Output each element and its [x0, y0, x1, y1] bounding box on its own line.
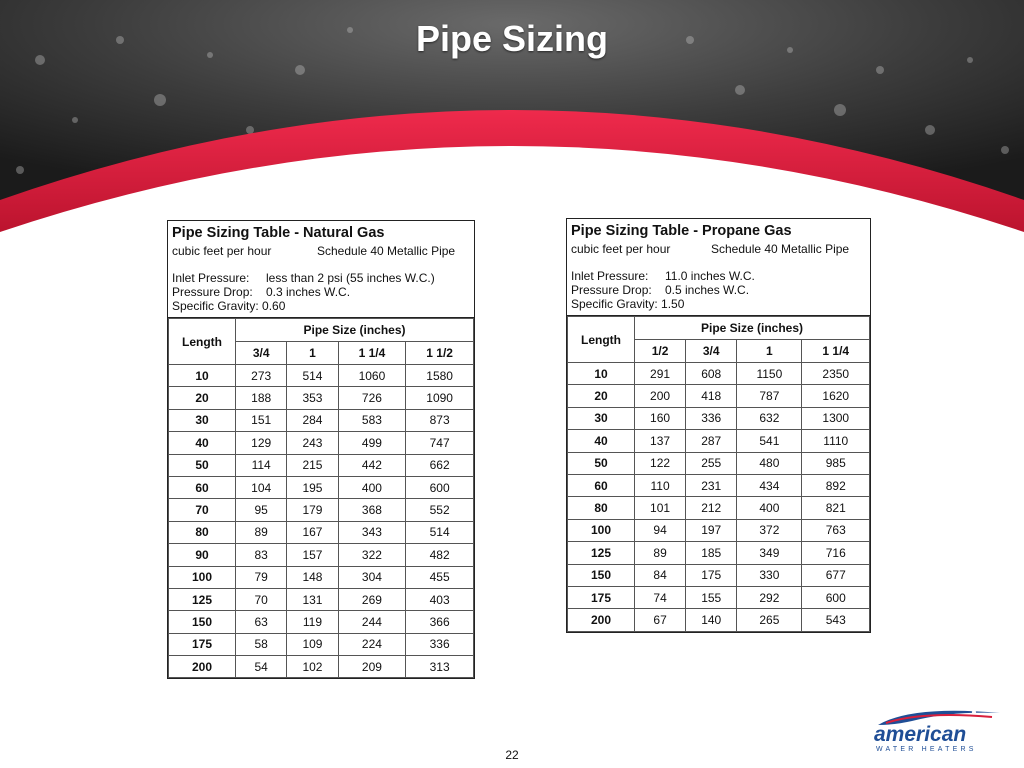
table-row	[169, 432, 474, 454]
natural-gas-info	[168, 221, 474, 318]
length-cell: 30	[568, 407, 635, 429]
length-cell: 100	[169, 566, 236, 588]
capacity-cell: 541	[737, 430, 802, 452]
capacity-cell: 1090	[406, 387, 474, 409]
table-row	[568, 586, 870, 608]
capacity-cell: 442	[338, 454, 406, 476]
table-row	[568, 519, 870, 541]
length-cell: 125	[169, 588, 236, 610]
length-cell: 175	[568, 586, 635, 608]
capacity-cell: 101	[635, 497, 686, 519]
capacity-cell: 291	[635, 363, 686, 385]
length-cell: 125	[568, 542, 635, 564]
table-row	[568, 497, 870, 519]
natural-gas-table	[167, 220, 475, 679]
capacity-cell: 366	[406, 611, 474, 633]
capacity-cell: 244	[338, 611, 406, 633]
capacity-cell: 499	[338, 432, 406, 454]
propane-grid	[567, 316, 870, 632]
capacity-cell: 600	[802, 586, 870, 608]
capacity-cell: 403	[406, 588, 474, 610]
propane-unit: cubic feet per hour	[571, 242, 671, 256]
capacity-cell: 215	[287, 454, 338, 476]
table-row	[169, 633, 474, 655]
propane-size-col: 1	[737, 340, 802, 363]
capacity-cell: 400	[338, 476, 406, 498]
capacity-cell: 269	[338, 588, 406, 610]
length-cell: 20	[568, 385, 635, 407]
capacity-cell: 400	[737, 497, 802, 519]
capacity-cell: 543	[802, 609, 870, 631]
slide-title: Pipe Sizing	[415, 18, 609, 59]
capacity-cell: 583	[338, 409, 406, 431]
length-cell: 80	[568, 497, 635, 519]
length-cell: 200	[568, 609, 635, 631]
table-row	[568, 407, 870, 429]
capacity-cell: 292	[737, 586, 802, 608]
capacity-cell: 313	[406, 656, 474, 678]
capacity-cell: 552	[406, 499, 474, 521]
natural-gas-size-col: 3/4	[236, 342, 287, 365]
table-row	[169, 656, 474, 678]
capacity-cell: 1620	[802, 385, 870, 407]
length-cell: 40	[169, 432, 236, 454]
capacity-cell: 726	[338, 387, 406, 409]
natural-gas-gravity-label: Specific Gravity:	[172, 299, 259, 313]
capacity-cell: 58	[236, 633, 287, 655]
length-cell: 40	[568, 430, 635, 452]
length-cell: 20	[169, 387, 236, 409]
table-row	[568, 609, 870, 631]
capacity-cell: 1580	[406, 365, 474, 387]
propane-size-header: Pipe Size (inches)	[635, 317, 870, 340]
table-row	[568, 542, 870, 564]
capacity-cell: 70	[236, 588, 287, 610]
length-cell: 10	[568, 363, 635, 385]
length-cell: 50	[568, 452, 635, 474]
capacity-cell: 677	[802, 564, 870, 586]
capacity-cell: 255	[686, 452, 737, 474]
capacity-cell: 63	[236, 611, 287, 633]
capacity-cell: 84	[635, 564, 686, 586]
capacity-cell: 418	[686, 385, 737, 407]
capacity-cell: 632	[737, 407, 802, 429]
natural-gas-inlet-label: Inlet Pressure:	[172, 271, 250, 285]
capacity-cell: 1060	[338, 365, 406, 387]
capacity-cell: 67	[635, 609, 686, 631]
table-row	[568, 452, 870, 474]
table-row	[568, 430, 870, 452]
length-cell: 175	[169, 633, 236, 655]
capacity-cell: 349	[737, 542, 802, 564]
capacity-cell: 195	[287, 476, 338, 498]
length-cell: 60	[568, 474, 635, 496]
table-row	[169, 387, 474, 409]
capacity-cell: 2350	[802, 363, 870, 385]
capacity-cell: 514	[287, 365, 338, 387]
length-cell: 50	[169, 454, 236, 476]
capacity-cell: 137	[635, 430, 686, 452]
capacity-cell: 89	[236, 521, 287, 543]
capacity-cell: 114	[236, 454, 287, 476]
capacity-cell: 94	[635, 519, 686, 541]
length-cell: 150	[568, 564, 635, 586]
length-cell: 90	[169, 544, 236, 566]
propane-size-col: 1/2	[635, 340, 686, 363]
natural-gas-title: Pipe Sizing Table - Natural Gas	[172, 225, 385, 241]
capacity-cell: 148	[287, 566, 338, 588]
capacity-cell: 336	[686, 407, 737, 429]
capacity-cell: 155	[686, 586, 737, 608]
propane-table	[566, 218, 871, 633]
natural-gas-gravity-value: 0.60	[262, 299, 286, 313]
propane-size-col: 1 1/4	[802, 340, 870, 363]
table-row	[568, 363, 870, 385]
natural-gas-size-col: 1	[287, 342, 338, 365]
table-row	[169, 454, 474, 476]
capacity-cell: 167	[287, 521, 338, 543]
propane-info	[567, 219, 870, 316]
capacity-cell: 434	[737, 474, 802, 496]
table-row	[169, 544, 474, 566]
table-row	[568, 474, 870, 496]
length-cell: 70	[169, 499, 236, 521]
capacity-cell: 122	[635, 452, 686, 474]
capacity-cell: 131	[287, 588, 338, 610]
natural-gas-size-header: Pipe Size (inches)	[236, 319, 474, 342]
natural-gas-grid	[168, 318, 474, 678]
capacity-cell: 304	[338, 566, 406, 588]
capacity-cell: 330	[737, 564, 802, 586]
capacity-cell: 200	[635, 385, 686, 407]
capacity-cell: 54	[236, 656, 287, 678]
length-cell: 150	[169, 611, 236, 633]
length-cell: 30	[169, 409, 236, 431]
propane-pipe-type: Schedule 40 Metallic Pipe	[711, 242, 850, 256]
table-row	[169, 521, 474, 543]
natural-gas-inlet-value: less than 2 psi (55 inches W.C.)	[266, 271, 435, 285]
capacity-cell: 160	[635, 407, 686, 429]
capacity-cell: 1110	[802, 430, 870, 452]
logo-tagline: WATER HEATERS	[876, 746, 977, 753]
capacity-cell: 265	[737, 609, 802, 631]
natural-gas-length-header: Length	[169, 319, 236, 365]
natural-gas-size-col: 1 1/2	[406, 342, 474, 365]
table-row	[568, 385, 870, 407]
capacity-cell: 787	[737, 385, 802, 407]
capacity-cell: 985	[802, 452, 870, 474]
capacity-cell: 353	[287, 387, 338, 409]
capacity-cell: 514	[406, 521, 474, 543]
capacity-cell: 185	[686, 542, 737, 564]
propane-drop-label: Pressure Drop:	[571, 283, 652, 297]
table-row	[169, 476, 474, 498]
capacity-cell: 179	[287, 499, 338, 521]
propane-gravity-value: 1.50	[661, 297, 685, 311]
table-row	[169, 588, 474, 610]
capacity-cell: 747	[406, 432, 474, 454]
propane-inlet-label: Inlet Pressure:	[571, 269, 649, 283]
capacity-cell: 480	[737, 452, 802, 474]
capacity-cell: 372	[737, 519, 802, 541]
length-cell: 200	[169, 656, 236, 678]
natural-gas-unit: cubic feet per hour	[172, 244, 272, 258]
capacity-cell: 188	[236, 387, 287, 409]
length-cell: 80	[169, 521, 236, 543]
propane-length-header: Length	[568, 317, 635, 363]
capacity-cell: 716	[802, 542, 870, 564]
capacity-cell: 284	[287, 409, 338, 431]
table-row	[169, 365, 474, 387]
capacity-cell: 140	[686, 609, 737, 631]
capacity-cell: 119	[287, 611, 338, 633]
capacity-cell: 89	[635, 542, 686, 564]
capacity-cell: 662	[406, 454, 474, 476]
capacity-cell: 129	[236, 432, 287, 454]
capacity-cell: 102	[287, 656, 338, 678]
capacity-cell: 175	[686, 564, 737, 586]
capacity-cell: 287	[686, 430, 737, 452]
capacity-cell: 482	[406, 544, 474, 566]
capacity-cell: 212	[686, 497, 737, 519]
capacity-cell: 95	[236, 499, 287, 521]
propane-inlet-value: 11.0 inches W.C.	[665, 269, 755, 283]
length-cell: 100	[568, 519, 635, 541]
capacity-cell: 79	[236, 566, 287, 588]
capacity-cell: 322	[338, 544, 406, 566]
natural-gas-drop-value: 0.3 inches W.C.	[266, 285, 351, 299]
capacity-cell: 873	[406, 409, 474, 431]
table-row	[169, 409, 474, 431]
length-cell: 10	[169, 365, 236, 387]
capacity-cell: 608	[686, 363, 737, 385]
capacity-cell: 455	[406, 566, 474, 588]
capacity-cell: 1150	[737, 363, 802, 385]
table-row	[169, 566, 474, 588]
capacity-cell: 600	[406, 476, 474, 498]
capacity-cell: 1300	[802, 407, 870, 429]
capacity-cell: 231	[686, 474, 737, 496]
capacity-cell: 224	[338, 633, 406, 655]
capacity-cell: 104	[236, 476, 287, 498]
capacity-cell: 209	[338, 656, 406, 678]
natural-gas-drop-label: Pressure Drop:	[172, 285, 253, 299]
capacity-cell: 151	[236, 409, 287, 431]
capacity-cell: 109	[287, 633, 338, 655]
capacity-cell: 273	[236, 365, 287, 387]
natural-gas-size-col: 1 1/4	[338, 342, 406, 365]
table-row	[169, 499, 474, 521]
capacity-cell: 343	[338, 521, 406, 543]
propane-title: Pipe Sizing Table - Propane Gas	[571, 223, 792, 239]
capacity-cell: 763	[802, 519, 870, 541]
page-number: 22	[505, 748, 519, 762]
capacity-cell: 74	[635, 586, 686, 608]
logo-wordmark: american	[874, 723, 967, 746]
natural-gas-pipe-type: Schedule 40 Metallic Pipe	[317, 244, 456, 258]
capacity-cell: 197	[686, 519, 737, 541]
capacity-cell: 83	[236, 544, 287, 566]
capacity-cell: 368	[338, 499, 406, 521]
propane-gravity-label: Specific Gravity:	[571, 297, 658, 311]
capacity-cell: 243	[287, 432, 338, 454]
propane-size-col: 3/4	[686, 340, 737, 363]
table-row	[568, 564, 870, 586]
capacity-cell: 110	[635, 474, 686, 496]
propane-drop-value: 0.5 inches W.C.	[665, 283, 750, 297]
american-water-heaters-logo	[872, 705, 1008, 753]
capacity-cell: 821	[802, 497, 870, 519]
table-row	[169, 611, 474, 633]
capacity-cell: 892	[802, 474, 870, 496]
capacity-cell: 336	[406, 633, 474, 655]
length-cell: 60	[169, 476, 236, 498]
capacity-cell: 157	[287, 544, 338, 566]
